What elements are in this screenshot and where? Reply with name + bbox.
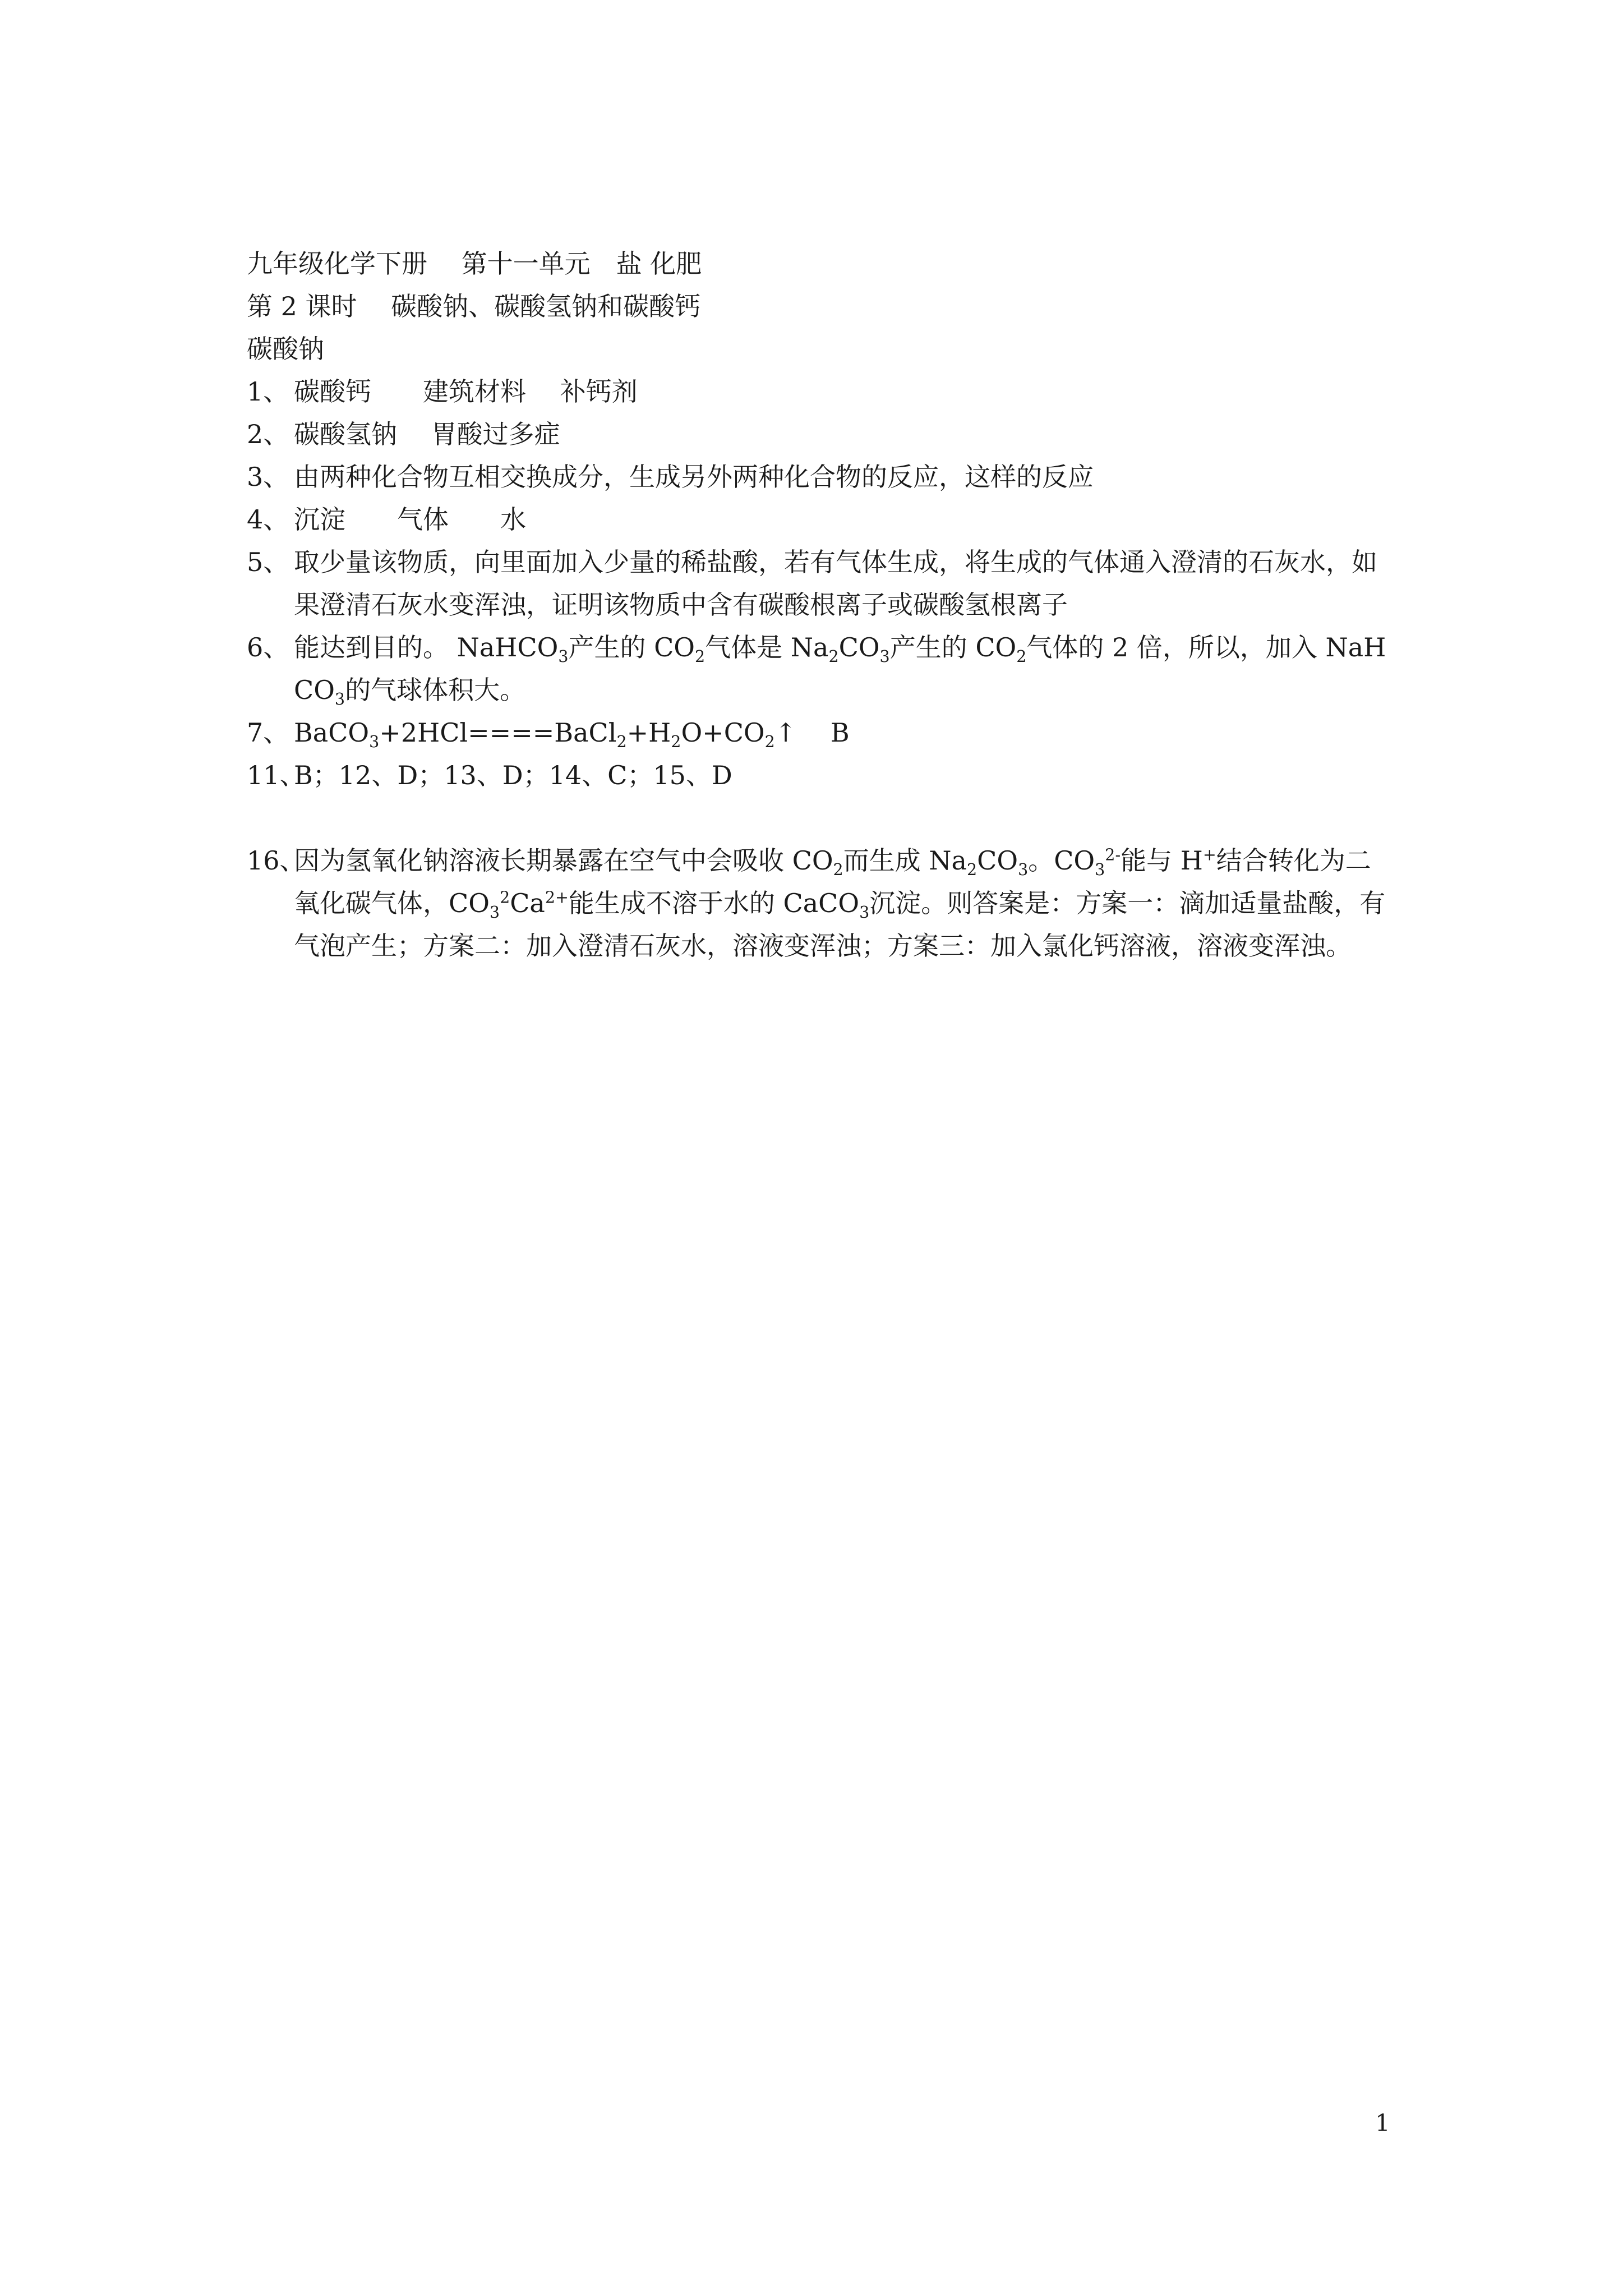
answer-number: 3、 (247, 462, 289, 492)
answer-text: 取少量该物质，向里面加入少量的稀盐酸，若有气体生成，将生成的气体通入澄清的石灰水，如果澄清石灰水变浑浊，证明该物质中含有碳酸根离子或碳酸氢根离子 (294, 547, 1377, 620)
answer-item-11-15 (247, 754, 1396, 797)
answer-item-6 (247, 626, 1396, 711)
spacer (247, 797, 1396, 839)
chemical-equation: $BaCO_3+2HCl====BaCl_2+H_2O+CO_2↑$ B (294, 717, 850, 752)
answer-item-7 (247, 711, 1396, 754)
answer-number: 2、 (247, 419, 289, 449)
answer-number: 6、 (247, 632, 289, 662)
answer-text: 能达到目的。 NaHCO$_3$产生的 $CO_2$气体是 $Na_2CO_3$产生的 $CO_2$气体的 2 倍，所以，加入 NaHCO$_3$的气球体积大。 (294, 632, 1386, 709)
answer-item-1 (247, 370, 1396, 413)
lesson-title: 第 2 课时 碳酸钠、碳酸氢钠和碳酸钙 (247, 291, 701, 321)
answer-text: 碳酸氢钠 胃酸过多症 (294, 419, 560, 449)
answer-item-5 (247, 541, 1396, 626)
answer-number: 5、 (247, 547, 289, 577)
answer-sheet (247, 242, 1396, 967)
answer-text: B；12、D；13、D；14、C；15、D (294, 760, 732, 790)
answer-number: 11、 (247, 760, 306, 790)
section-heading: 碳酸钠 (247, 334, 324, 364)
answer-text: 由两种化合物互相交换成分，生成另外两种化合物的反应，这样的反应 (294, 462, 1094, 492)
answer-number: 4、 (247, 504, 289, 535)
answer-text: 沉淀 气体 水 (294, 504, 526, 535)
answer-item-16 (247, 839, 1396, 967)
answer-item-3 (247, 455, 1396, 498)
page-number: 1 (1375, 2109, 1390, 2137)
answer-number: 7、 (247, 717, 289, 748)
answer-text: 碳酸钙 建筑材料 补钙剂 (294, 376, 638, 407)
answer-number: 1、 (247, 376, 289, 407)
answer-text: 因为氢氧化钠溶液长期暴露在空气中会吸收 $CO_2$而生成 $Na_2CO_3$。$CO_3^{2-}$能与 H+结合转化为二氧化碳气体，$CO_3^2Ca^{2+}$能生成不溶于水的 CaCO$_3$沉淀。则答案是：方案一：滴加适量盐酸，有气泡产生；方案二：加入澄清石灰水，溶液变浑浊；方案三：加入氯化钙溶液，溶液变浑浊。 (294, 845, 1386, 961)
page-title: 九年级化学下册 第十一单元 盐 化肥 (247, 249, 702, 279)
answer-item-4 (247, 498, 1396, 541)
answer-number: 16、 (247, 845, 306, 876)
answer-item-2 (247, 413, 1396, 455)
